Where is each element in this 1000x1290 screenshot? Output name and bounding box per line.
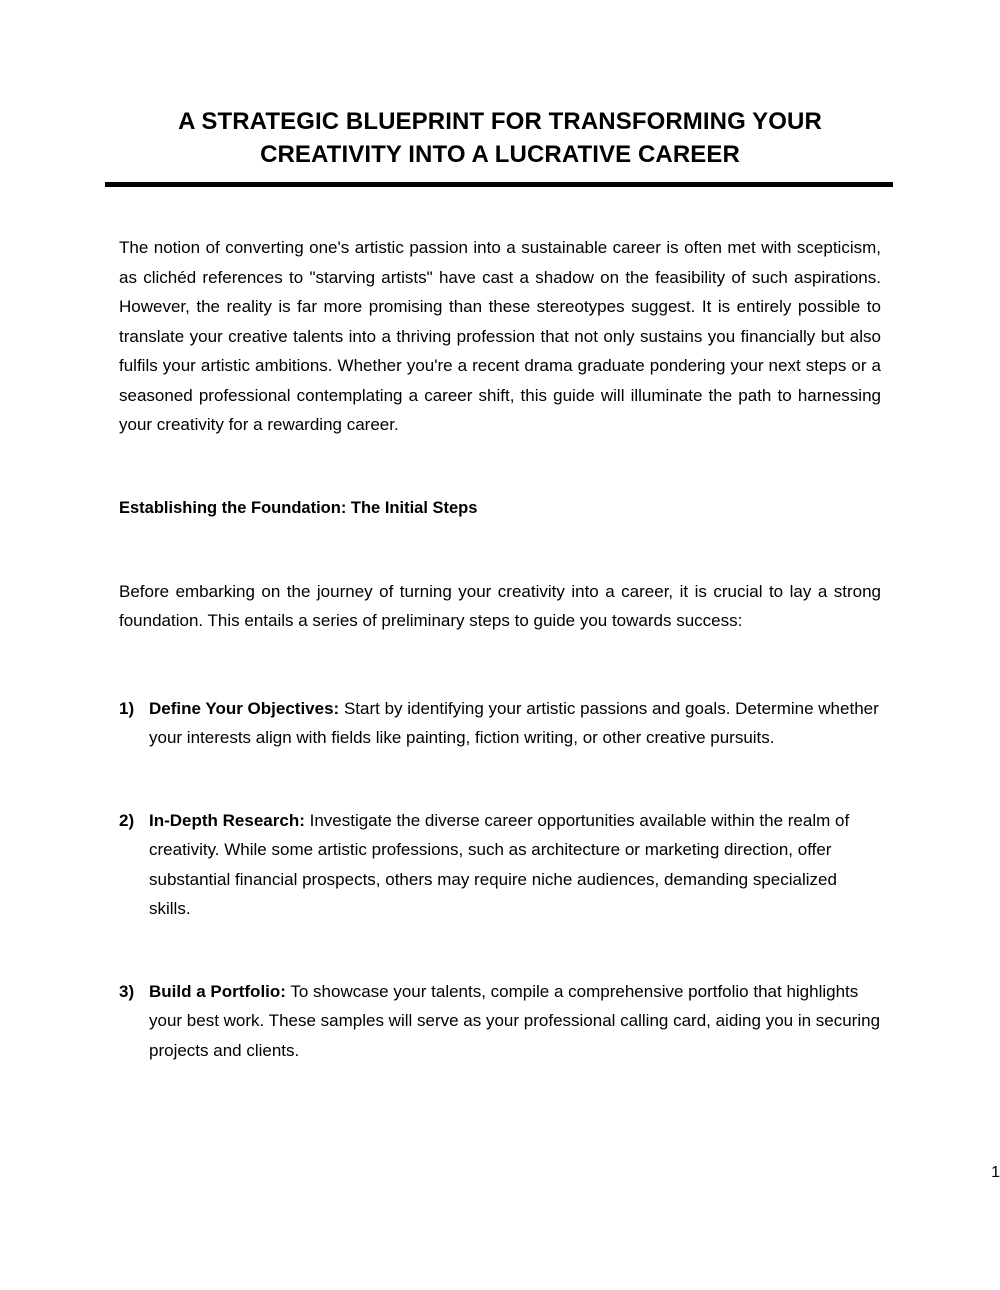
list-item-text <box>149 982 880 1060</box>
list-item-marker: 2) <box>119 810 135 830</box>
title-divider <box>105 182 893 188</box>
intro-paragraph: The notion of converting one's artistic passion into a sustainable career is often met with scepticism, as clichéd references to "starving artists" have cast a shadow on the feasibility of such aspirations. However, the reality is far more promising than these stereotypes suggest. It is entirely possible to translate your creative talents into a thriving profession that not only sustains you financially but also fulfils your artistic ambitions. Whether you're a recent drama graduate pondering your next steps or a seasoned professional contemplating a career shift, this guide will illuminate the path to harnessing your creativity for a rewarding career. <box>119 238 881 434</box>
lead-paragraph: Before embarking on the journey of turning your creativity into a career, it is crucial to lay a strong foundation. This entails a series of preliminary steps to guide you towards success: <box>119 581 881 630</box>
list-item-lead-in: In-Depth Research: <box>149 810 305 830</box>
page-number: 1 <box>991 1164 1000 1181</box>
list-item-body: To showcase your talents, compile a comprehensive portfolio that highlights your best work. These samples will serve as your professional calling card, aiding you in securing projects and clients. <box>149 981 881 1060</box>
list-item-body: Investigate the diverse career opportunities available within the realm of creativity. While some artistic professions, such as architecture or marketing direction, offer substantial financial prospects, others may require niche audiences, demanding specialized skills. <box>149 810 850 918</box>
section-heading: Establishing the Foundation: The Initial Steps <box>119 498 478 517</box>
page-title: A STRATEGIC BLUEPRINT FOR TRANSFORMING YOUR CREATIVITY INTO A LUCRATIVE CAREER <box>178 108 822 168</box>
title-divider-line <box>105 182 893 187</box>
list-item-lead-in: Define Your Objectives: <box>149 698 340 718</box>
list-item-body: Start by identifying your artistic passions and goals. Determine whether your interests align with fields like painting, fiction writing, or other creative pursuits. <box>149 698 879 747</box>
list-item <box>119 806 881 924</box>
list-item <box>119 694 881 753</box>
list-item-marker: 1) <box>119 698 135 718</box>
steps-list <box>119 694 881 1066</box>
document-body <box>119 0 1000 1181</box>
list-item-lead-in: Build a Portfolio: <box>149 981 286 1001</box>
list-item-marker: 3) <box>119 981 135 1001</box>
list-item-text <box>149 699 879 748</box>
list-item <box>119 977 881 1066</box>
list-item-text <box>149 811 849 919</box>
